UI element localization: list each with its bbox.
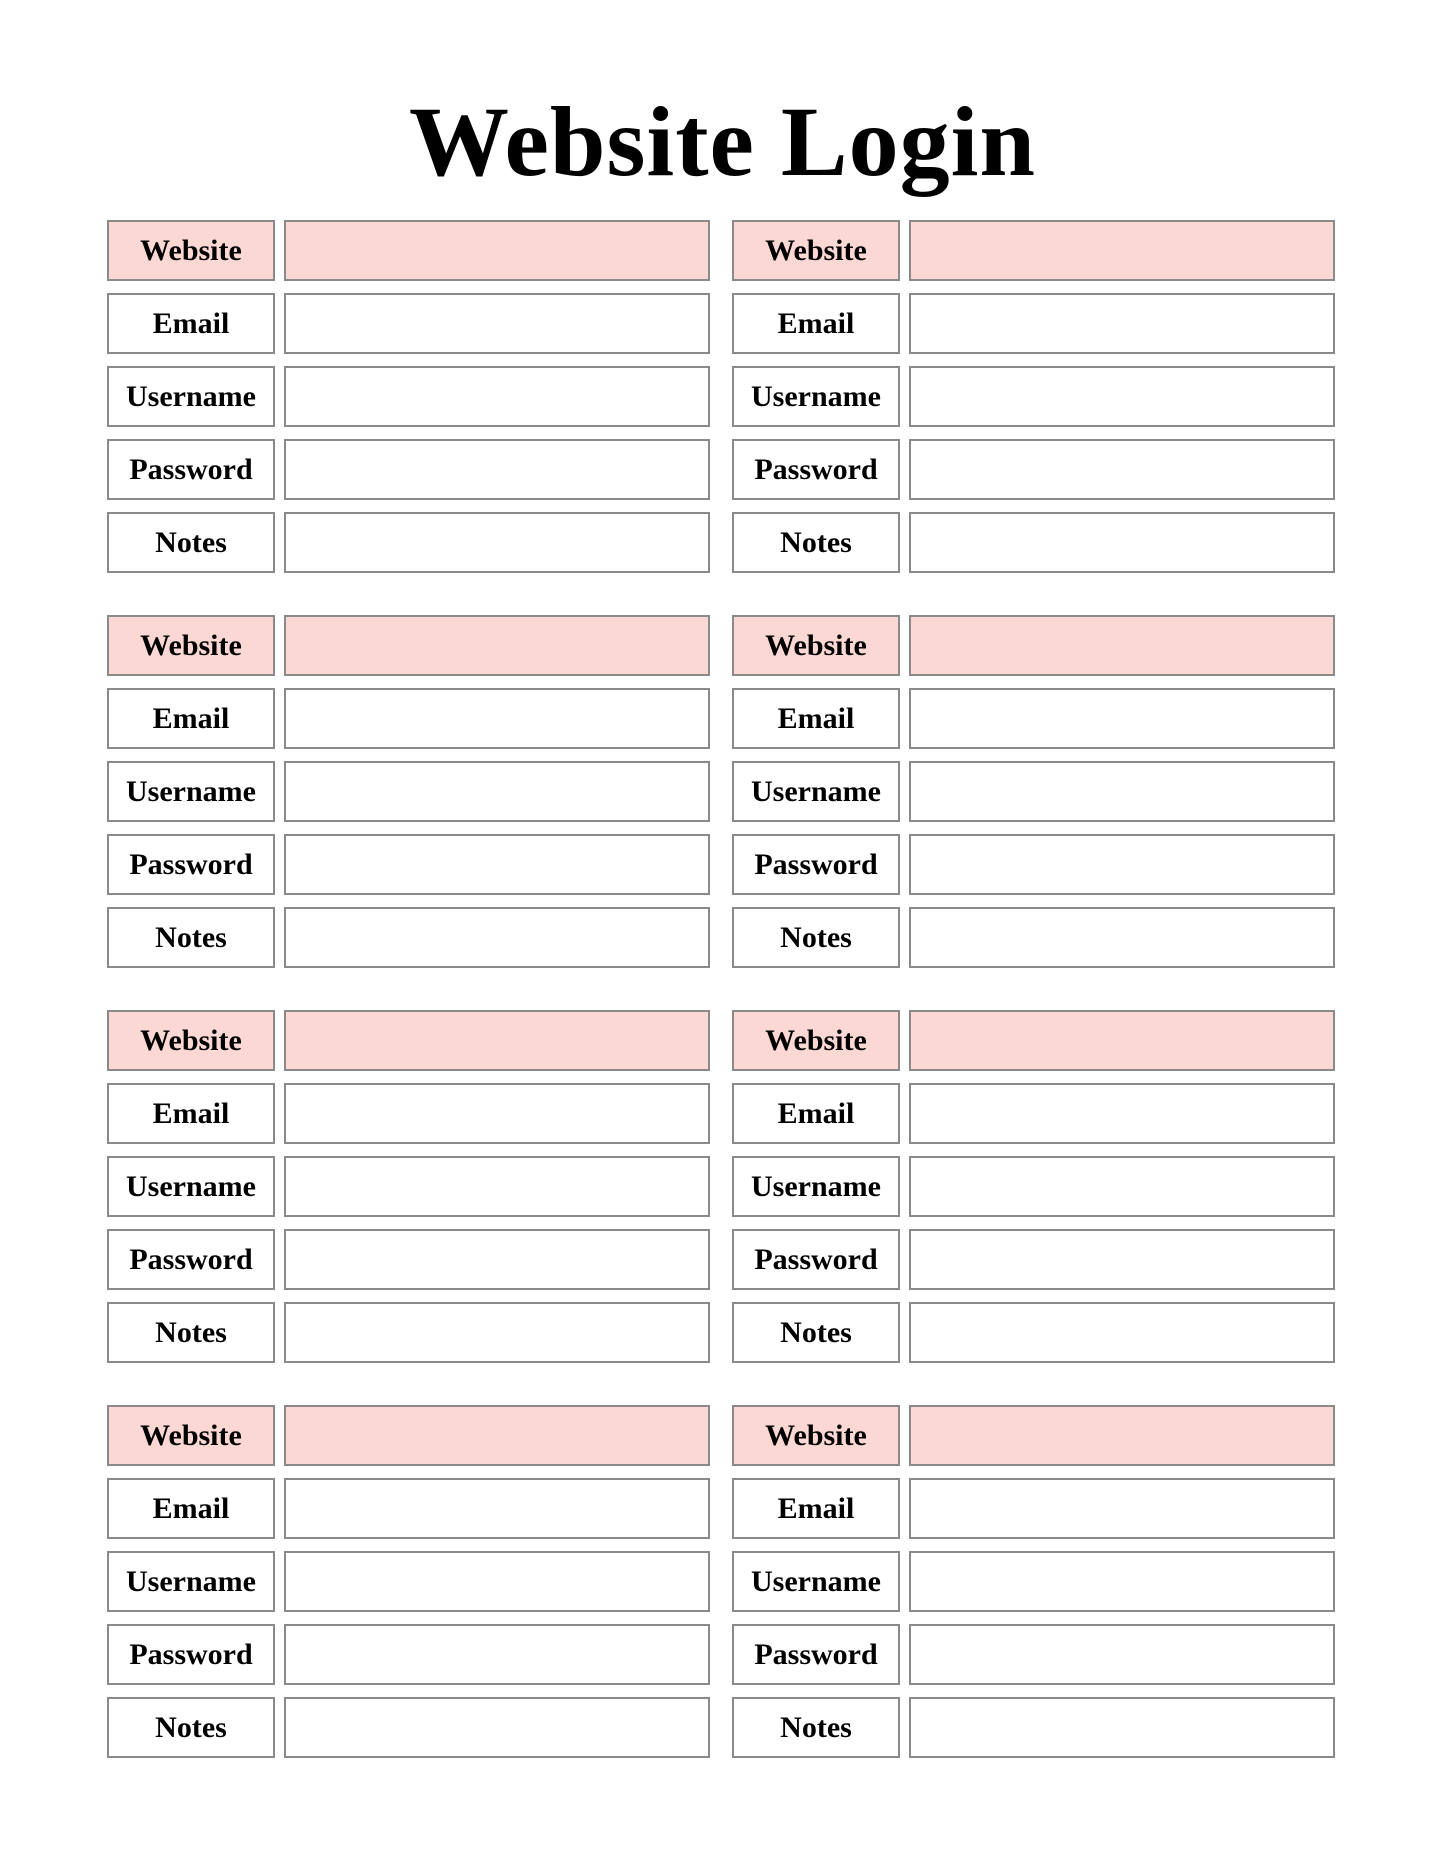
login-block-2 bbox=[732, 220, 1335, 573]
username-label-cell: Username bbox=[732, 366, 900, 427]
password-label-cell: Password bbox=[107, 1229, 275, 1290]
website-value-field[interactable] bbox=[909, 220, 1335, 281]
block-row-2 bbox=[107, 615, 1335, 968]
website-row bbox=[107, 1405, 710, 1466]
notes-label-cell: Notes bbox=[732, 1302, 900, 1363]
notes-label-cell: Notes bbox=[732, 907, 900, 968]
login-block-6 bbox=[732, 1010, 1335, 1363]
website-row bbox=[107, 220, 710, 281]
username-value-field[interactable] bbox=[909, 366, 1335, 427]
website-row bbox=[107, 1010, 710, 1071]
username-value-field[interactable] bbox=[284, 1551, 710, 1612]
email-value-field[interactable] bbox=[909, 1083, 1335, 1144]
notes-value-field[interactable] bbox=[284, 907, 710, 968]
username-row bbox=[107, 1551, 710, 1612]
password-label-cell: Password bbox=[732, 1624, 900, 1685]
website-value-field[interactable] bbox=[284, 1010, 710, 1071]
website-row bbox=[732, 615, 1335, 676]
email-row bbox=[107, 293, 710, 354]
password-row bbox=[107, 1229, 710, 1290]
email-label-cell: Email bbox=[107, 688, 275, 749]
website-row bbox=[732, 1010, 1335, 1071]
website-label-cell: Website bbox=[732, 1405, 900, 1466]
password-value-field[interactable] bbox=[909, 1229, 1335, 1290]
website-row bbox=[107, 615, 710, 676]
password-value-field[interactable] bbox=[284, 1229, 710, 1290]
username-label-cell: Username bbox=[732, 1551, 900, 1612]
website-label-cell: Website bbox=[732, 615, 900, 676]
password-value-field[interactable] bbox=[909, 1624, 1335, 1685]
login-block-4 bbox=[732, 615, 1335, 968]
notes-value-field[interactable] bbox=[909, 1697, 1335, 1758]
username-label-cell: Username bbox=[107, 1551, 275, 1612]
login-block-1 bbox=[107, 220, 710, 573]
username-value-field[interactable] bbox=[909, 1551, 1335, 1612]
email-label-cell: Email bbox=[732, 688, 900, 749]
login-block-7 bbox=[107, 1405, 710, 1758]
username-label-cell: Username bbox=[107, 366, 275, 427]
block-row-3 bbox=[107, 1010, 1335, 1363]
notes-label-cell: Notes bbox=[732, 512, 900, 573]
password-row bbox=[732, 834, 1335, 895]
email-label-cell: Email bbox=[732, 293, 900, 354]
website-value-field[interactable] bbox=[284, 1405, 710, 1466]
email-row bbox=[732, 1478, 1335, 1539]
password-label-cell: Password bbox=[732, 1229, 900, 1290]
website-value-field[interactable] bbox=[909, 1405, 1335, 1466]
password-row bbox=[107, 439, 710, 500]
password-value-field[interactable] bbox=[284, 439, 710, 500]
email-label-cell: Email bbox=[732, 1083, 900, 1144]
website-label-cell: Website bbox=[732, 1010, 900, 1071]
notes-value-field[interactable] bbox=[284, 1697, 710, 1758]
email-label-cell: Email bbox=[107, 293, 275, 354]
website-value-field[interactable] bbox=[284, 615, 710, 676]
notes-label-cell: Notes bbox=[107, 512, 275, 573]
notes-label-cell: Notes bbox=[107, 1697, 275, 1758]
username-row bbox=[732, 1156, 1335, 1217]
username-row bbox=[107, 761, 710, 822]
password-label-cell: Password bbox=[732, 834, 900, 895]
notes-row bbox=[732, 1302, 1335, 1363]
website-value-field[interactable] bbox=[284, 220, 710, 281]
password-label-cell: Password bbox=[732, 439, 900, 500]
block-row-1 bbox=[107, 220, 1335, 573]
email-row bbox=[732, 688, 1335, 749]
notes-value-field[interactable] bbox=[909, 907, 1335, 968]
email-row bbox=[732, 293, 1335, 354]
notes-row bbox=[107, 1302, 710, 1363]
password-row bbox=[732, 439, 1335, 500]
password-row bbox=[107, 1624, 710, 1685]
notes-value-field[interactable] bbox=[909, 512, 1335, 573]
block-row-4 bbox=[107, 1405, 1335, 1758]
username-value-field[interactable] bbox=[284, 761, 710, 822]
notes-value-field[interactable] bbox=[284, 512, 710, 573]
email-label-cell: Email bbox=[732, 1478, 900, 1539]
website-label-cell: Website bbox=[107, 1010, 275, 1071]
username-value-field[interactable] bbox=[909, 761, 1335, 822]
website-value-field[interactable] bbox=[909, 1010, 1335, 1071]
notes-value-field[interactable] bbox=[284, 1302, 710, 1363]
email-value-field[interactable] bbox=[284, 1083, 710, 1144]
notes-label-cell: Notes bbox=[107, 907, 275, 968]
website-row bbox=[732, 1405, 1335, 1466]
notes-row bbox=[107, 512, 710, 573]
email-label-cell: Email bbox=[107, 1083, 275, 1144]
login-block-8 bbox=[732, 1405, 1335, 1758]
website-label-cell: Website bbox=[107, 615, 275, 676]
email-row bbox=[107, 688, 710, 749]
email-row bbox=[107, 1478, 710, 1539]
website-label-cell: Website bbox=[107, 220, 275, 281]
username-row bbox=[732, 366, 1335, 427]
password-value-field[interactable] bbox=[909, 439, 1335, 500]
username-value-field[interactable] bbox=[909, 1156, 1335, 1217]
notes-row bbox=[107, 1697, 710, 1758]
username-row bbox=[107, 366, 710, 427]
website-label-cell: Website bbox=[732, 220, 900, 281]
password-label-cell: Password bbox=[107, 834, 275, 895]
username-label-cell: Username bbox=[732, 1156, 900, 1217]
notes-value-field[interactable] bbox=[909, 1302, 1335, 1363]
email-label-cell: Email bbox=[107, 1478, 275, 1539]
email-value-field[interactable] bbox=[909, 1478, 1335, 1539]
email-value-field[interactable] bbox=[909, 688, 1335, 749]
notes-row bbox=[732, 1697, 1335, 1758]
login-blocks-grid bbox=[107, 220, 1335, 1758]
username-label-cell: Username bbox=[107, 1156, 275, 1217]
email-row bbox=[732, 1083, 1335, 1144]
username-row bbox=[732, 1551, 1335, 1612]
notes-label-cell: Notes bbox=[732, 1697, 900, 1758]
password-value-field[interactable] bbox=[284, 834, 710, 895]
username-row bbox=[107, 1156, 710, 1217]
notes-label-cell: Notes bbox=[107, 1302, 275, 1363]
password-value-field[interactable] bbox=[909, 834, 1335, 895]
password-row bbox=[732, 1229, 1335, 1290]
password-value-field[interactable] bbox=[284, 1624, 710, 1685]
username-label-cell: Username bbox=[732, 761, 900, 822]
email-value-field[interactable] bbox=[284, 293, 710, 354]
website-row bbox=[732, 220, 1335, 281]
username-label-cell: Username bbox=[107, 761, 275, 822]
username-value-field[interactable] bbox=[284, 366, 710, 427]
email-value-field[interactable] bbox=[909, 293, 1335, 354]
notes-row bbox=[732, 907, 1335, 968]
website-value-field[interactable] bbox=[909, 615, 1335, 676]
email-value-field[interactable] bbox=[284, 1478, 710, 1539]
password-row bbox=[732, 1624, 1335, 1685]
password-row bbox=[107, 834, 710, 895]
login-block-5 bbox=[107, 1010, 710, 1363]
email-row bbox=[107, 1083, 710, 1144]
page-title: Website Login bbox=[409, 86, 1036, 197]
website-label-cell: Website bbox=[107, 1405, 275, 1466]
notes-row bbox=[107, 907, 710, 968]
username-row bbox=[732, 761, 1335, 822]
password-label-cell: Password bbox=[107, 1624, 275, 1685]
email-value-field[interactable] bbox=[284, 688, 710, 749]
username-value-field[interactable] bbox=[284, 1156, 710, 1217]
notes-row bbox=[732, 512, 1335, 573]
password-label-cell: Password bbox=[107, 439, 275, 500]
login-block-3 bbox=[107, 615, 710, 968]
